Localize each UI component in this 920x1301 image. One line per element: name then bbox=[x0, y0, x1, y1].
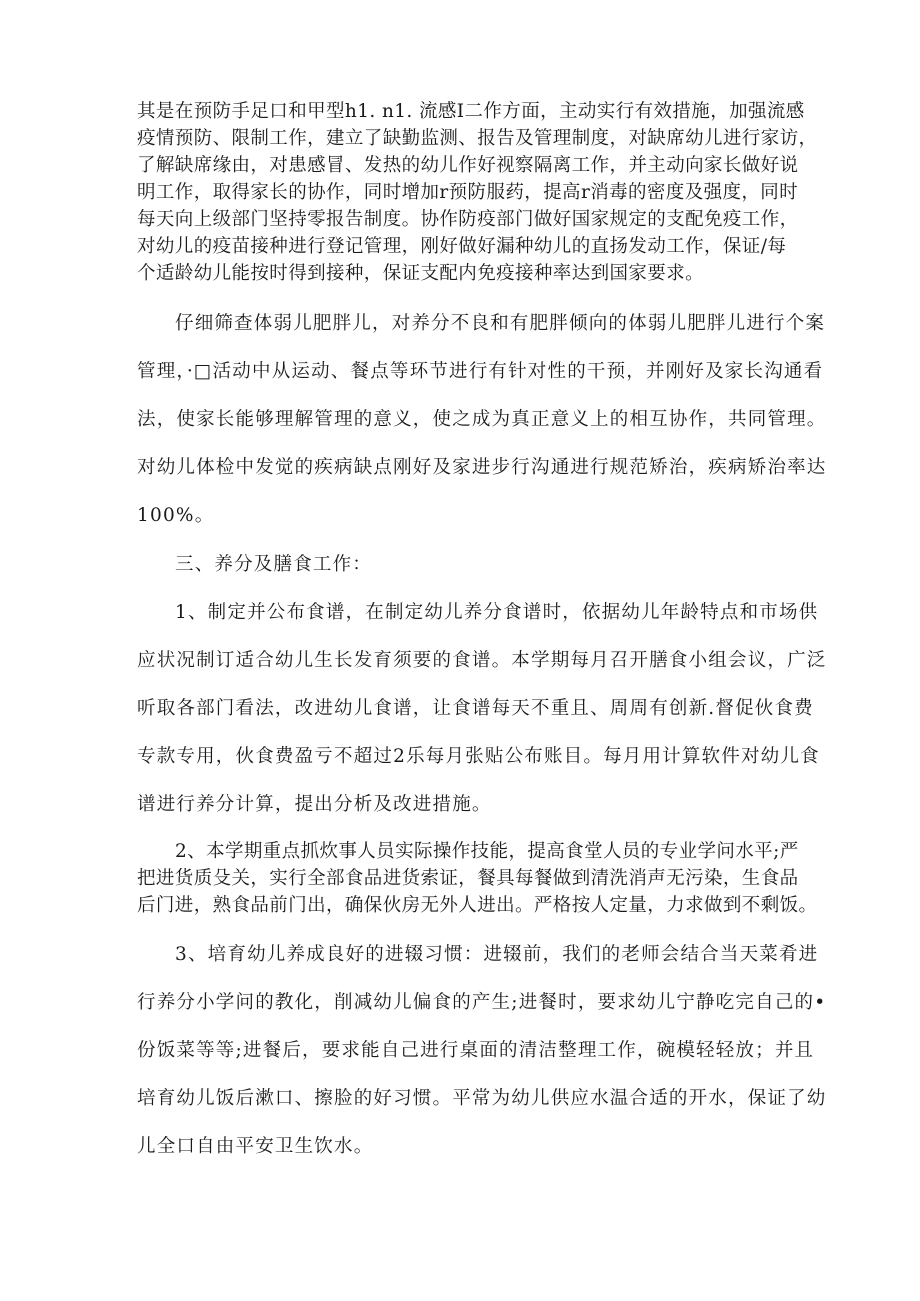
item-3-line-5: 儿全口自由平安卫生饮水。 bbox=[137, 1136, 374, 1157]
paragraph-1-line-7: 个适龄幼儿能按时得到接种，保证支配内免疫接种率达到国家要求。 bbox=[137, 263, 705, 284]
paragraph-1-line-6: 对幼儿的疫苗接种进行登记管理，刚好做好漏种幼儿的直扬发动工作，保证/每 bbox=[137, 236, 787, 257]
paragraph-2-line-3: 法，使家长能够理解管理的意义，使之成为真正意义上的相互协作，共同管理。 bbox=[137, 409, 827, 430]
item-2-line-1: 2、本学期重点抓炊事人员实际操作技能，提高食堂人员的专业学问水平;严 bbox=[175, 841, 799, 862]
item-3-line-4: 培育幼儿饭后漱口、擦脸的好习惯。平常为幼儿供应水温合适的开水，保证了幼 bbox=[137, 1088, 827, 1109]
paragraph-1-line-3: 了解缺席缘由，对患感冒、发热的幼儿作好视察隔离工作，并主动向家长做好说 bbox=[137, 155, 799, 176]
item-1-line-4: 专款专用，伙食费盈亏不超过2乐每月张贴公布账目。每月用计算软件对幼儿食 bbox=[137, 746, 820, 767]
paragraph-2-line-1: 仔细筛查体弱儿肥胖儿，对养分不良和有肥胖倾向的体弱儿肥胖儿进行个案 bbox=[175, 313, 826, 334]
item-1-line-2: 应状况制订适合幼儿生长发育须要的食谱。本学期每月召开膳食小组会议，广泛 bbox=[137, 650, 827, 671]
section-heading-3: 三、养分及膳食工作： bbox=[175, 554, 373, 575]
item-3-line-1: 3、培育幼儿养成良好的进辍习惯：进辍前，我们的老师会结合当天菜肴进 bbox=[175, 944, 819, 965]
paragraph-1-line-4: 明工作，取得家长的协作，同时增加r预防服药，提高r消毒的密度及强度，同时 bbox=[137, 182, 799, 203]
item-1-line-3: 听取各部门看法，改进幼儿食谱，让食谱每天不重且、周周有创新.督促伙食费 bbox=[137, 698, 814, 719]
paragraph-1-line-2: 疫情预防、限制工作，建立了缺勤监测、报告及管理制度，对缺席幼儿进行家访， bbox=[137, 128, 818, 149]
item-1-line-1: 1、制定并公布食谱，在制定幼儿养分食谱时，依据幼儿年龄特点和市场供 bbox=[175, 602, 819, 623]
paragraph-2-line-5: 100%。 bbox=[137, 505, 215, 526]
item-2-line-2: 把进货质殳关，实行全部食品进货索证，餐具每餐做到清洗消声无污染，生食品 bbox=[137, 868, 799, 889]
paragraph-1-line-1: 其是在预防手足口和甲型h1. n1. 流感I二作方面，主动实行有效措施，加强流感 bbox=[137, 101, 805, 122]
item-3-line-2: 行养分小学问的教化，削减幼儿偏食的产生;进餐时，要求幼儿宁静吃完自己的• bbox=[137, 992, 827, 1013]
paragraph-2-line-4: 对幼儿体检中发觉的疾病缺点刚好及家进步行沟通进行规范矫治，疾病矫治率达 bbox=[137, 457, 827, 478]
item-2-line-3: 后门进，熟食品前门出，确保伙房无外人进出。严格按人定量，力求做到不剩饭。 bbox=[137, 895, 818, 916]
item-1-line-5: 谱进行养分计算，提出分析及改进措施。 bbox=[137, 794, 492, 815]
item-3-line-3: 份饭菜等等;进餐后，要求能自己进行桌面的清洁整理工作，碗模轻轻放；并且 bbox=[137, 1040, 815, 1061]
paragraph-2-line-2: 管理，·□活动中从运动、餐点等环节进行有针对性的干预，并刚好及家长沟通看 bbox=[137, 361, 824, 382]
paragraph-1-line-5: 每天向上级部门坚持零报告制度。协作防疫部门做好国家规定的支配免疫工作， bbox=[137, 209, 799, 230]
